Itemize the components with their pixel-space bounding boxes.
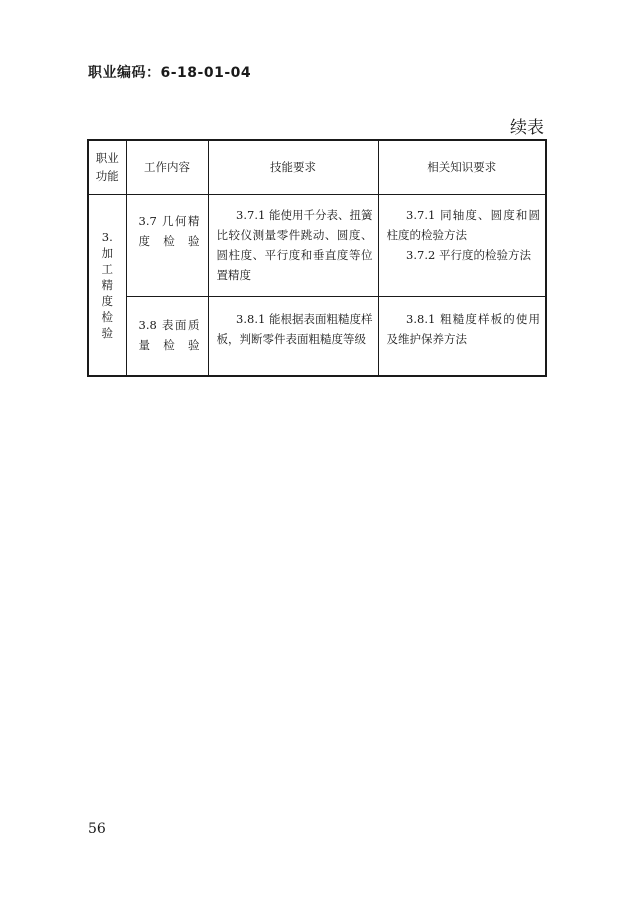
table-header-row [88,140,546,194]
knowledge-item: 3.8.1 粗糙度样板的使用及维护保养方法 [386,311,540,346]
skill-item: 3.7.1 能使用千分表、扭簧比较仪测量零件跳动、圆度、圆柱度、平行度和垂直度等位置精度 [216,207,373,282]
work-content-cell [126,194,208,296]
table-row [88,296,546,376]
skill-cell [208,194,378,296]
skills-table [87,139,547,377]
skill-item: 3.8.1 能根据表面粗糙度样板，判断零件表面粗糙度等级 [216,311,373,346]
header-skill-requirements: 技能要求 [208,140,378,194]
work-content-text: 3.7 几何精度检验 [138,213,200,248]
knowledge-cell [378,296,546,376]
occupation-code: 职业编码：6-18-01-04 [88,65,252,81]
work-content-cell [126,296,208,376]
header-work-content: 工作内容 [126,140,208,194]
function-cell [88,194,126,376]
knowledge-item: 3.7.1 同轴度、圆度和圆柱度的检验方法 [386,207,540,242]
function-label: 3. 加工精度检验 [101,229,113,340]
knowledge-item: 3.7.2 平行度的检验方法 [406,247,531,262]
skill-cell [208,296,378,376]
header-function: 职业功能 [88,140,126,194]
page-number: 56 [88,821,106,837]
knowledge-cell [378,194,546,296]
work-content-text: 3.8 表面质量检验 [138,317,200,352]
header-knowledge-requirements: 相关知识要求 [378,140,546,194]
table-row [88,194,546,296]
continued-label: 续表 [510,118,544,138]
